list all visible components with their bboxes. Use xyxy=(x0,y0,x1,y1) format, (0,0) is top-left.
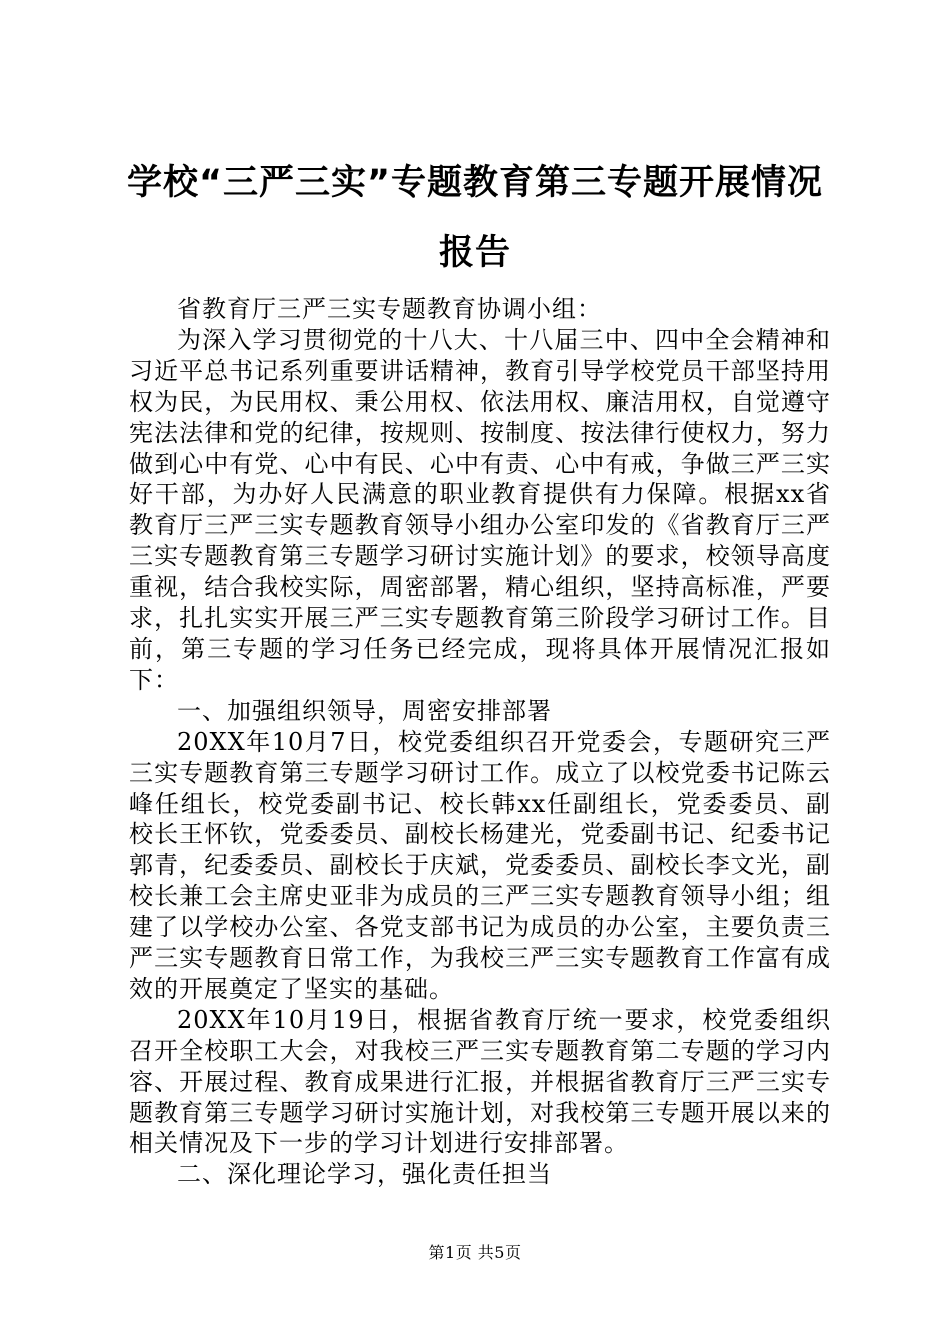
body-paragraph: 20XX年10月19日，根据省教育厅统一要求，校党委组织召开全校职工大会，对我校三严三实专题教育第二专题的学习内容、开展过程、教育成果进行汇报，并根据省教育厅三严三实专题教育第三专题学习研讨实施计划，对我校第三专题开展以来的相关情况及下一步的学习计划进行安排部署。 xyxy=(129,1005,831,1158)
salutation-paragraph: 省教育厅三严三实专题教育协调小组： xyxy=(177,295,602,323)
document-title: 学校“三严三实”专题教育第三专题开展情况报告 xyxy=(126,163,823,273)
document-body xyxy=(129,294,831,1190)
intro-paragraph: 为深入学习贯彻党的十八大、十八届三中、四中全会精神和习近平总书记系列重要讲话精神，教育引导学校党员干部坚持用权为民，为民用权、秉公用权、依法用权、廉洁用权，自觉遵守宪法法律和党的纪律，按规则、按制度、按法律行使权力，努力做到心中有党、心中有民、心中有责、心中有戒，争做三严三实好干部，为办好人民满意的职业教育提供有力保障。根据xx省教育厅三严三实专题教育领导小组办公室印发的《省教育厅三严三实专题教育第三专题学习研讨实施计划》的要求，校领导高度重视，结合我校实际，周密部署，精心组织，坚持高标准，严要求，扎扎实实开展三严三实专题教育第三阶段学习研讨工作。目前，第三专题的学习任务已经完成，现将具体开展情况汇报如下： xyxy=(129,325,831,694)
section-heading: 一、加强组织领导，周密安排部署 xyxy=(177,696,552,725)
page-footer: 第1页 共5页 xyxy=(428,1243,522,1262)
section-heading: 二、深化理论学习，强化责任担当 xyxy=(177,1160,552,1189)
body-paragraph: 20XX年10月7日，校党委组织召开党委会，专题研究三严三实专题教育第三专题学习研讨工作。成立了以校党委书记陈云峰任组长，校党委副书记、校长韩xx任副组长，党委委员、副校长王怀钦，党委委员、副校长杨建光，党委副书记、纪委书记郭青，纪委委员、副校长于庆斌，党委委员、副校长李文光，副校长兼工会主席史亚非为成员的三严三实专题教育领导小组；组建了以学校办公室、各党支部书记为成员的办公室，主要负责三严三实专题教育日常工作，为我校三严三实专题教育工作富有成效的开展奠定了坚实的基础。 xyxy=(129,727,831,1003)
